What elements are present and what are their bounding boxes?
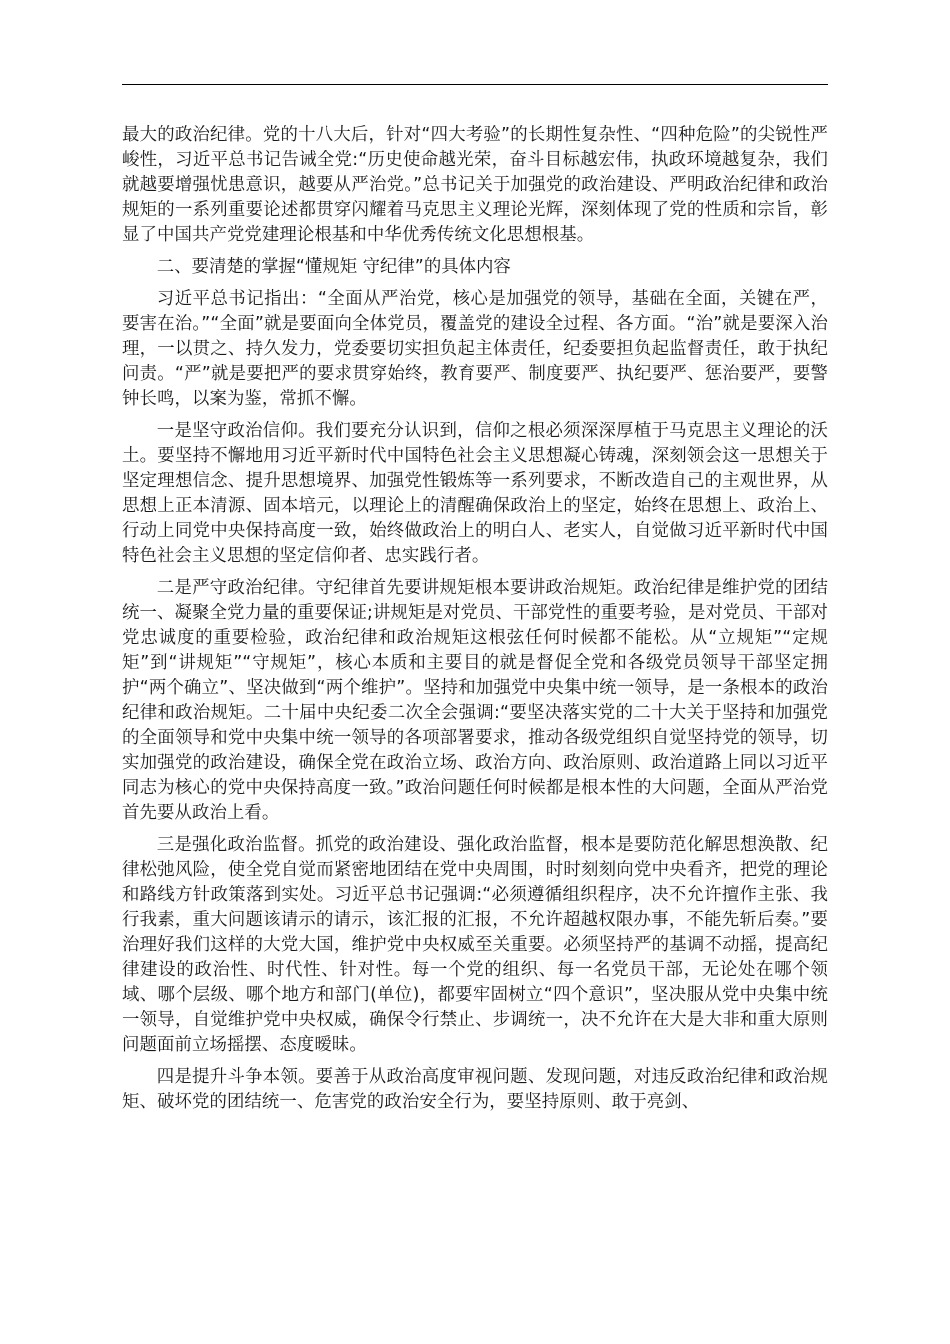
paragraph-continuation: 最大的政治纪律。党的十八大后，针对“四大考验”的长期性复杂性、“四种危险”的尖锐性严峻性，习近平总书记告诫全党:“历史使命越光荣，奋斗目标越宏伟，执政环境越复杂，我们就越要增强忧患意识，越要从严治党。”总书记关于加强党的政治建设、严明政治纪律和政治规矩的一系列重要论述都贯穿闪耀着马克思主义理论光辉，深刻体现了党的性质和宗旨，彰显了中国共产党党建理论根基和中华优秀传统文化思想根基。: [122, 125, 828, 245]
header-rule: [122, 84, 828, 85]
paragraph-core-statement: 习近平总书记指出：“全面从严治党，核心是加强党的领导，基础在全面，关键在严，要害在治。”“全面”就是要面向全体党员，覆盖党的建设全过程、各方面。“治”就是要深入治理，一以贯之、持久发力，党委要切实担负起主体责任，纪委要担负起监督责任，敢于执纪问责。“严”就是要把严的要求贯穿始终，教育要严、制度要严、执纪要严、惩治要严，要警钟长鸣，以案为鉴，常抓不懈。: [122, 289, 828, 409]
paragraph-point-one: 一是坚守政治信仰。我们要充分认识到，信仰之根必须深深厚植于马克思主义理论的沃土。要坚持不懈地用习近平新时代中国特色社会主义思想凝心铸魂，深刻领会这一思想关于坚定理想信念、提升思想境界、加强党性锻炼等一系列要求，不断改造自己的主观世界，从思想上正本清源、固本培元，以理论上的清醒确保政治上的坚定，始终在思想上、政治上、行动上同党中央保持高度一致，始终做政治上的明白人、老实人，自觉做习近平新时代中国特色社会主义思想的坚定信仰者、忠实践行者。: [122, 421, 828, 566]
paragraph-point-two: 二是严守政治纪律。守纪律首先要讲规矩根本要讲政治规矩。政治纪律是维护党的团结统一、凝聚全党力量的重要保证;讲规矩是对党员、干部党性的重要考验，是对党员、干部对党忠诚度的重要检验，政治纪律和政治规矩这根弦任何时候都不能松。从“立规矩”“定规矩”到“讲规矩”“守规矩”，核心本质和主要目的就是督促全党和各级党员领导干部坚定拥护“两个确立”、坚决做到“两个维护”。坚持和加强党中央集中统一领导，是一条根本的政治纪律和政治规矩。二十届中央纪委二次全会强调:“要坚决落实党的二十大关于坚持和加强党的全面领导和党中央集中统一领导的各项部署要求，推动各级党组织自觉坚持党的领导，切实加强党的政治建设，确保全党在政治立场、政治方向、政治原则、政治道路上同以习近平同志为核心的党中央保持高度一致。”政治问题任何时候都是根本性的大问题，全面从严治党首先要从政治上看。: [122, 578, 828, 823]
document-body: [122, 123, 828, 1122]
paragraph-point-three: 三是强化政治监督。抓党的政治建设、强化政治监督，根本是要防范化解思想涣散、纪律松弛风险，使全党自觉而紧密地团结在党中央周围，时时刻刻向党中央看齐，把党的理论和路线方针政策落到实处。习近平总书记强调:“必须遵循组织程序，决不允许擅作主张、我行我素，重大问题该请示的请示，该汇报的汇报，不允许超越权限办事，不能先斩后奏。”要治理好我们这样的大党大国，维护党中央权威至关重要。必须坚持严的基调不动摇，提高纪律建设的政治性、时代性、针对性。每一个党的组织、每一名党员干部，无论处在哪个领域、哪个层级、哪个地方和部门(单位)，都要牢固树立“四个意识”，坚决服从党中央集中统一领导，自觉维护党中央权威，确保令行禁止、步调统一，决不允许在大是大非和重大原则问题面前立场摇摆、态度暧昧。: [122, 835, 828, 1055]
paragraph-point-four: 四是提升斗争本领。要善于从政治高度审视问题、发现问题，对违反政治纪律和政治规矩、破坏党的团结统一、危害党的政治安全行为，要坚持原则、敢于亮剑、: [122, 1067, 828, 1112]
section-heading: 二、要清楚的掌握“懂规矩 守纪律”的具体内容: [156, 257, 511, 277]
